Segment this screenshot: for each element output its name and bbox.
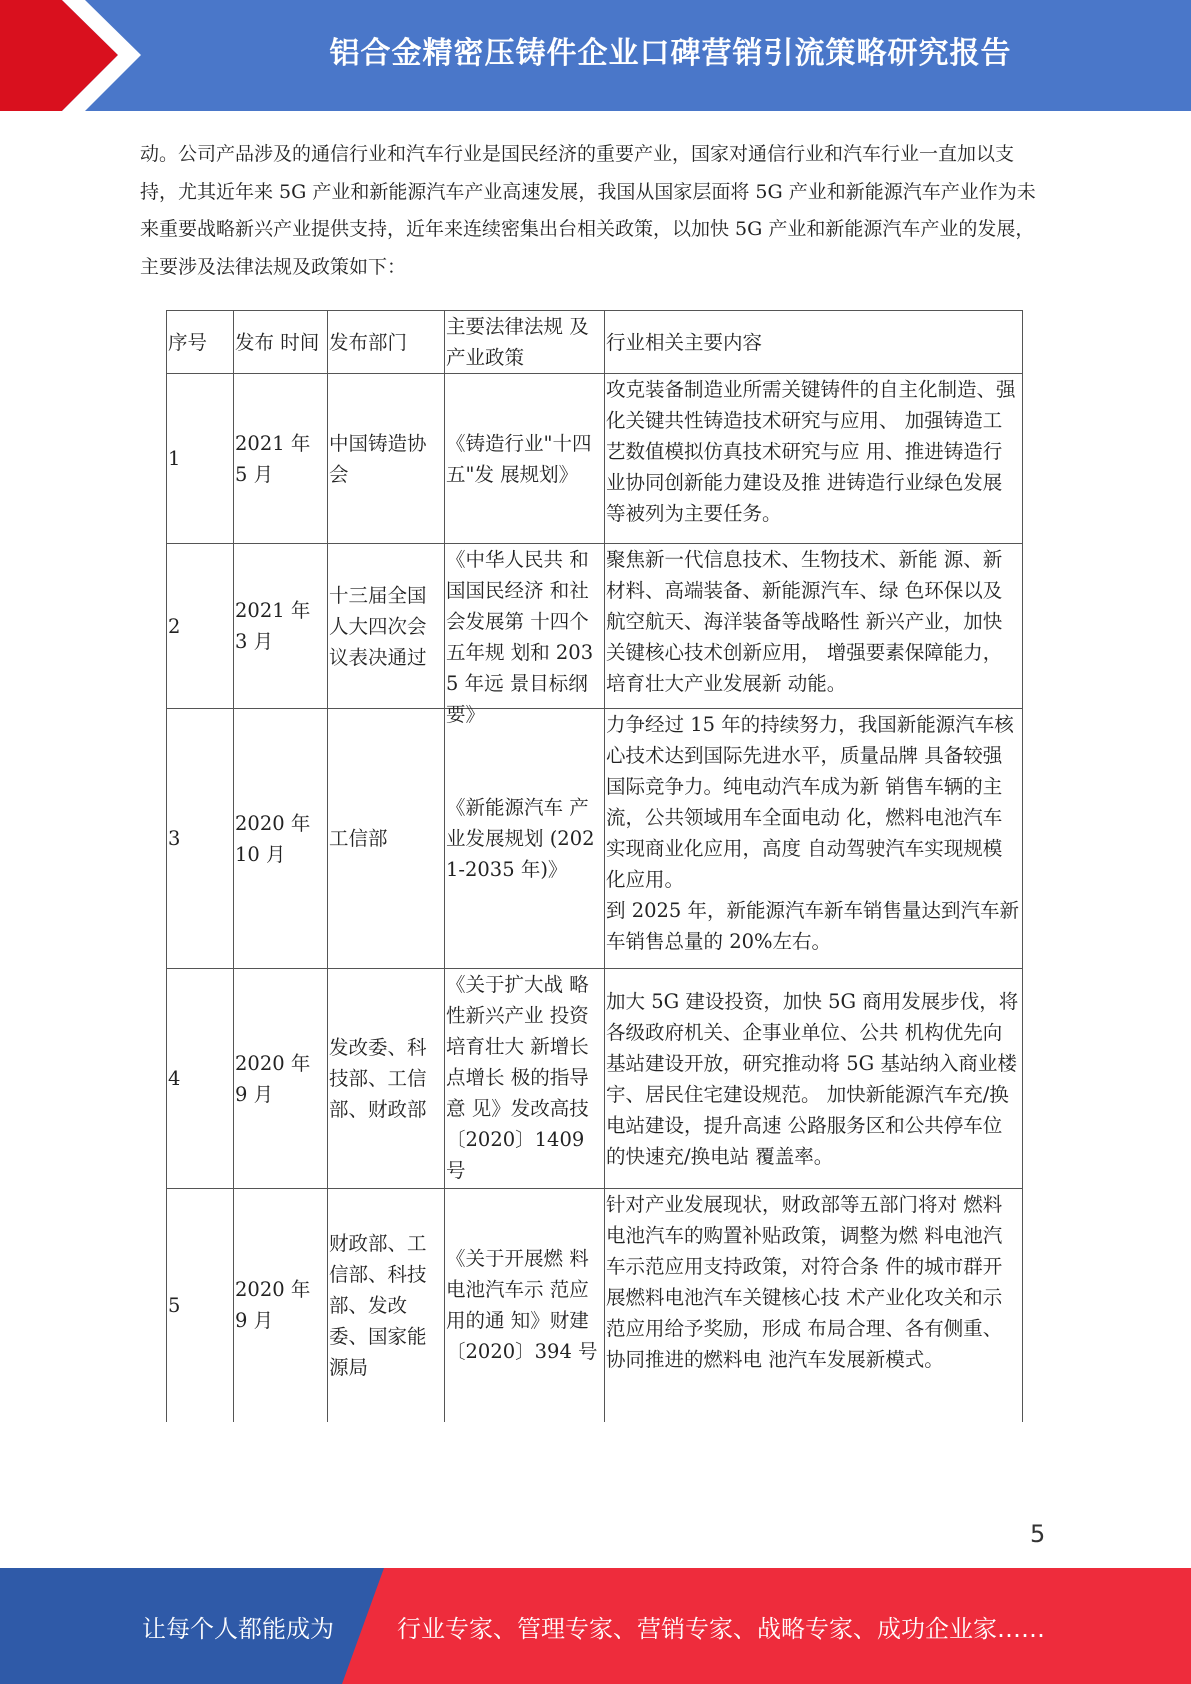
row-no: 1 (167, 374, 234, 544)
page-footer (0, 1568, 1191, 1684)
row-policy (445, 544, 605, 726)
header-date: 发布 时间 (234, 311, 328, 374)
row-no: 3 (167, 709, 234, 969)
table-header-row (167, 311, 1023, 374)
intro-paragraph: 动。公司产品涉及的通信行业和汽车行业是国民经济的重要产业，国家对通信行业和汽车行业一直加以支持，尤其近年来 5G 产业和新能源汽车产业高速发展，我国从国家层面将 5G 产业和新能源汽车产业作为未来重要战略新兴产业提供支持，近年来连续密集出台相关政策，以加快 5G 产业和新能源汽车产业的发展，主要涉及法律法规及政策如下： (140, 143, 1036, 278)
row-dept: 十三届全国人大四次会议表决通过 (328, 544, 445, 709)
table-row (167, 544, 1023, 709)
row-policy-text: 《中华人民共 和国国民经济 和社会发展第 十四个五年规 划和 2035 年远 景目标纲要》 (446, 548, 594, 726)
row-content: 加大 5G 建设投资，加快 5G 商用发展步伐，将各级政府机关、企事业单位、公共 机构优先向基站建设开放，研究推动将 5G 基站纳入商业楼宇、居民住宅建设规范。 加快新能源汽车充/换电站建设，提升高速 公路服务区和公共停车位的快速充/换电站 覆盖率。 (605, 969, 1023, 1189)
row-policy: 《关于开展燃 料电池汽车示 范应用的通 知》财建〔2020〕394 号 (445, 1189, 605, 1422)
table-row (167, 374, 1023, 544)
table-row (167, 969, 1023, 1189)
row-content: 攻克装备制造业所需关键铸件的自主化制造、强化关键共性铸造技术研究与应用、 加强铸造工艺数值模拟仿真技术研究与应 用、推进铸造行业协同创新能力建设及推 进铸造行业绿色发展等被列为主要任务。 (605, 374, 1023, 544)
header-content: 行业相关主要内容 (605, 311, 1023, 374)
row-dept: 发改委、科技部、工信部、财政部 (328, 969, 445, 1189)
row-date: 2020 年 10 月 (234, 709, 328, 969)
row-dept: 中国铸造协会 (328, 374, 445, 544)
row-date: 2021 年 5 月 (234, 374, 328, 544)
table-row (167, 1189, 1023, 1422)
row-content: 力争经过 15 年的持续努力，我国新能源汽车核心技术达到国际先进水平，质量品牌 具备较强国际竞争力。纯电动汽车成为新 销售车辆的主流，公共领域用车全面电动 化，燃料电池汽车实现商业化应用，高度 自动驾驶汽车实现规模化应用。 到 2025 年，新能源汽车新车销售量达到汽车新车销售总量的 20%左右。 (605, 709, 1023, 969)
row-dept: 工信部 (328, 709, 445, 969)
policy-table (166, 310, 1023, 1422)
page-number: 5 (1030, 1520, 1046, 1548)
page-header (0, 0, 1191, 111)
row-no: 5 (167, 1189, 234, 1422)
header-policy: 主要法律法规 及产业政策 (445, 311, 605, 374)
table-row (167, 709, 1023, 969)
row-date: 2020 年 9 月 (234, 969, 328, 1189)
footer-slogan-left: 让每个人都能成为 (142, 1614, 334, 1643)
row-date: 2021 年 3 月 (234, 544, 328, 709)
footer-slogan-right: 行业专家、管理专家、营销专家、战略专家、成功企业家…… (397, 1614, 1045, 1643)
row-policy: 《关于扩大战 略性新兴产业 投资培育壮大 新增长点增长 极的指导意 见》发改高技〔2020〕1409 号 (445, 969, 605, 1189)
row-policy: 《新能源汽车 产业发展规划 (2021-2035 年)》 (445, 709, 605, 969)
report-title: 铝合金精密压铸件企业口碑营销引流策略研究报告 (329, 36, 1012, 71)
row-policy: 《铸造行业"十四五"发 展规划》 (445, 374, 605, 544)
row-content: 聚焦新一代信息技术、生物技术、新能 源、新材料、高端装备、新能源汽车、绿 色环保以及航空航天、海洋装备等战略性 新兴产业，加快关键核心技术创新应用， 增强要素保障能力，培育壮大产业发展新 动能。 (605, 544, 1023, 709)
row-content: 针对产业发展现状，财政部等五部门将对 燃料电池汽车的购置补贴政策，调整为燃 料电池汽车示范应用支持政策，对符合条 件的城市群开展燃料电池汽车关键核心技 术产业化攻关和示范应用给予奖励，形成 布局合理、各有侧重、协同推进的燃料电 池汽车发展新模式。 (605, 1189, 1023, 1422)
header-dept: 发布部门 (328, 311, 445, 374)
row-no: 4 (167, 969, 234, 1189)
header-no: 序号 (167, 311, 234, 374)
row-date: 2020 年 9 月 (234, 1189, 328, 1422)
row-no: 2 (167, 544, 234, 709)
row-dept: 财政部、工信部、科技部、发改委、国家能源局 (328, 1189, 445, 1422)
